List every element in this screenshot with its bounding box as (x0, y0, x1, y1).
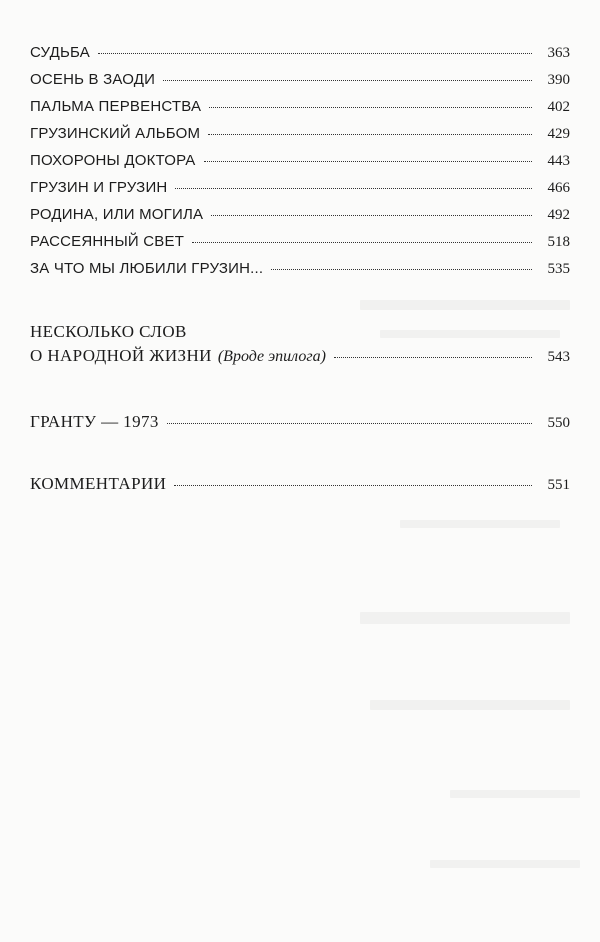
toc-entry-title: ОСЕНЬ В ЗАОДИ (30, 71, 156, 88)
toc-entry-page: 550 (547, 415, 570, 431)
dot-leader (209, 107, 532, 108)
toc-entry-3 (30, 98, 570, 116)
toc-entry-1 (30, 44, 570, 62)
toc-entry-4 (30, 125, 570, 143)
dot-leader (334, 357, 532, 358)
toc-entry-title: ГРАНТУ — 1973 (30, 412, 159, 431)
toc-entry-epilogue (30, 346, 570, 366)
toc-entry-page: 363 (547, 45, 570, 61)
toc-epilogue-subtitle: (Вроде эпилога) (217, 348, 326, 365)
toc-entry-title: РОДИНА, ИЛИ МОГИЛА (30, 206, 204, 223)
toc-entry-page: 543 (547, 349, 570, 365)
toc-entry-title: ЗА ЧТО МЫ ЛЮБИЛИ ГРУЗИН... (30, 260, 264, 277)
toc-entry-page: 551 (547, 477, 570, 493)
toc-entry-page: 518 (547, 234, 570, 250)
toc-entry-grantu (30, 412, 570, 432)
toc-epilogue-line1: НЕСКОЛЬКО СЛОВ (30, 322, 187, 341)
dot-leader (98, 53, 532, 54)
toc-entry-2 (30, 71, 570, 89)
toc-entry-title: ГРУЗИН И ГРУЗИН (30, 179, 168, 196)
toc-entry-5 (30, 152, 570, 170)
toc-entry-title: РАССЕЯННЫЙ СВЕТ (30, 233, 185, 250)
toc-entry-title: ПОХОРОНЫ ДОКТОРА (30, 152, 196, 169)
dot-leader (204, 161, 533, 162)
toc-entry-6 (30, 179, 570, 197)
bleed-through-mark (400, 520, 560, 528)
toc-entry-8 (30, 233, 570, 251)
bleed-through-mark (360, 300, 570, 310)
toc-entry-title: КОММЕНТАРИИ (30, 474, 167, 493)
toc-entry-title: ГРУЗИНСКИЙ АЛЬБОМ (30, 125, 201, 142)
toc-entry-comments (30, 474, 570, 494)
toc-entry-page: 535 (547, 261, 570, 277)
toc-entry-7 (30, 206, 570, 224)
toc-entry-title: ПАЛЬМА ПЕРВЕНСТВА (30, 98, 202, 115)
bleed-through-mark (370, 700, 570, 710)
dot-leader (163, 80, 532, 81)
toc-entry-page: 443 (547, 153, 570, 169)
toc-entry-page: 492 (547, 207, 570, 223)
dot-leader (208, 134, 532, 135)
toc-entry-page: 466 (547, 180, 570, 196)
toc-entry-9 (30, 260, 570, 278)
bleed-through-mark (430, 860, 580, 868)
dot-leader (271, 269, 532, 270)
dot-leader (174, 485, 532, 486)
dot-leader (192, 242, 532, 243)
toc-entry-page: 402 (547, 99, 570, 115)
dot-leader (175, 188, 532, 189)
toc-epilogue-line2: О НАРОДНОЙ ЖИЗНИ (30, 346, 212, 365)
toc-entry-title: СУДЬБА (30, 44, 90, 61)
dot-leader (167, 423, 532, 424)
dot-leader (211, 215, 532, 216)
toc-entry-page: 429 (547, 126, 570, 142)
bleed-through-mark (360, 612, 570, 624)
bleed-through-mark (450, 790, 580, 798)
toc-entry-page: 390 (547, 72, 570, 88)
